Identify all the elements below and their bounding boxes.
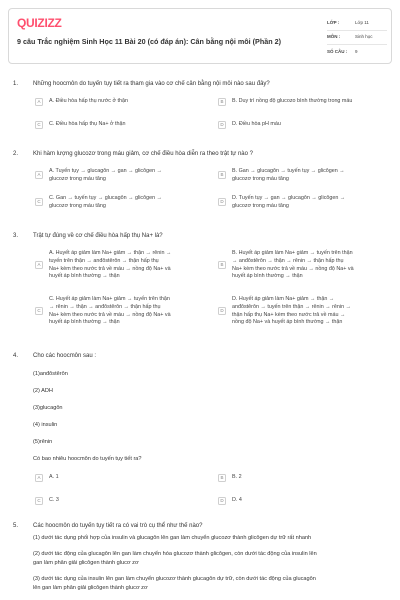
hormone-item: (2) ADH [33,388,53,394]
option-line: C. Huyết áp giảm làm Na+ giảm → tuyến trên thận [49,296,170,302]
option-letter-box: A [35,474,43,482]
meta-label: MÔN : [327,34,341,40]
option-a[interactable] [35,474,210,482]
option-line: glucozơ trong máu tăng [232,175,289,182]
hormone-item: (1)anđôstêrôn [33,371,68,377]
option-text: C. 3 [49,497,59,503]
option-line: nồng độ Na+ và huyết áp bình thường → thận [232,319,343,326]
option-letter-box: D [218,198,226,206]
option-text [49,250,171,281]
option-d[interactable] [218,497,388,505]
option-line: huyết áp bình thường → thận [49,273,120,280]
option-line: glucozơ trong máu tăng [232,202,289,209]
hormone-item: (3)glucagôn [33,405,63,411]
option-line: anđôstêrôn → tuyến trên thận → rênin → rênin → [232,303,351,310]
statement-2-line-2: gan làm phân giải glicôgen thành glucơ zơ [33,560,139,566]
quizizz-logo[interactable]: QUIZIZZ [17,16,62,30]
question-4 [0,352,400,512]
option-line: Na+ kèm theo nước trả về máu → nồng độ Na+ và [232,265,354,272]
option-letter-box: B [218,474,226,482]
option-a[interactable] [35,250,215,281]
option-line: D. Huyết áp giảm làm Na+ giảm → thận → [232,296,335,302]
worksheet-header [8,8,392,64]
option-line: D. Tuyến tụy → gan → glucagôn → glicôgen → [232,195,346,201]
option-text [232,250,354,281]
option-text [49,195,162,211]
meta-row-subject [327,31,387,45]
question-number: 3. [13,233,19,239]
option-text: A. Điều hòa hấp thụ nước ở thận [49,98,129,104]
question-text: Trật tự đúng về cơ chế điều hòa hấp thụ Na+ là? [33,233,163,239]
meta-row-class [327,17,387,31]
option-letter-box: C [35,121,43,129]
statement-2-line-1: (2) dưới tác động của glucagôn lên gan làm chuyển hóa glucozơ thành glicôgen, còn dưới tác động của insulin lên [33,551,317,557]
option-line: glucozơ trong máu tăng [49,175,106,182]
question-number: 2. [13,151,19,157]
option-b[interactable] [218,250,393,281]
option-b[interactable] [218,98,388,106]
option-letter-box: A [35,98,43,106]
option-text: D. Điều hòa pH máu [232,121,281,127]
option-line: huyết áp bình thường → thận [232,273,303,280]
question-number: 1. [13,81,19,87]
option-letter-box: C [35,497,43,505]
option-letter-box: A [35,171,43,179]
hormone-item: (4) insulin [33,422,58,428]
option-letter-box: D [218,307,226,315]
option-letter-box: B [218,98,226,106]
hormone-item: (5)rênin [33,439,53,445]
meta-value: Sinh học [355,34,373,40]
option-a[interactable] [35,168,210,184]
option-line: glucozơ trong máu tăng [49,202,106,209]
option-letter-box: C [35,307,43,315]
option-b[interactable] [218,474,388,482]
option-a[interactable] [35,98,210,106]
meta-label: SỐ CÂU : [327,48,348,54]
option-b[interactable] [218,168,388,184]
question-text: Những hoocmôn do tuyến tụy tiết ra tham gia vào cơ chế cân bằng nội môi nào sau đây? [33,81,270,87]
option-line: thận hấp thụ Na+ kèm theo nước trả về máu → [232,311,346,318]
option-letter-box: D [218,497,226,505]
option-line: → rênin → thận → anđôstêrôn → thận hấp thụ [49,303,161,310]
option-letter-box: B [218,261,226,269]
option-text [232,296,351,327]
question-5 [0,522,400,600]
option-letter-box: A [35,261,43,269]
option-d[interactable] [218,296,393,327]
statement-3-line-1: (3) dưới tác dụng của insulin lên gan làm chuyển glucozơ thành glucagôn dự trữ, còn dưới tác động của glucagôn [33,576,316,582]
option-text [49,296,171,327]
option-d[interactable] [218,121,388,129]
option-text [49,168,162,184]
question-text: Cho các hoocmôn sau : [33,353,97,359]
option-line: → anđôstêrôn → thận → rênin → thận hấp thụ [232,257,344,264]
option-text: C. Điều hòa hấp thụ Na+ ở thận [49,121,126,127]
question-number: 5. [13,523,19,529]
question-2 [0,150,400,220]
option-c[interactable] [35,195,210,211]
option-line: huyết áp bình thường → thận [49,319,120,326]
option-d[interactable] [218,195,388,211]
option-text [232,195,345,211]
option-letter-box: C [35,198,43,206]
statement-3-line-2: lên gan làm phân giải glicôgen thành glucơ zơ [33,585,148,591]
option-line: C. Gan → tuyến tụy → glucagôn → glicôgen → [49,195,162,201]
question-1 [0,80,400,140]
option-text: A. 1 [49,474,59,480]
question-3 [0,232,400,342]
meta-value: 9 [355,48,358,54]
option-text: B. 2 [232,474,242,480]
meta-value: Lớp 11 [355,20,369,26]
option-line: B. Huyết áp giảm làm Na+ giảm → tuyến trên thận [232,250,353,256]
option-letter-box: B [218,171,226,179]
meta-label: LỚP : [327,20,340,26]
statement-1: (1) dưới tác dụng phối hợp của insulin và glucagôn lên gan làm chuyển glucozơ thành glicôgen dự trữ rất nhanh [33,535,312,541]
option-letter-box: D [218,121,226,129]
option-text: D. 4 [232,497,242,503]
question-number: 4. [13,353,19,359]
option-text [232,168,345,184]
question-text: Các hoocmôn do tuyến tụy tiết ra có vai trò cụ thể như thế nào? [33,523,203,529]
option-c[interactable] [35,121,210,129]
option-line: Na+ kèm theo nước trả về máu → nồng độ Na+ và [49,311,171,318]
option-line: Na+ kèm theo nước trả về máu → nồng độ Na+ và [49,265,171,272]
question-text: Khi hàm lượng glucozơ trong máu giảm, cơ chế điều hòa diễn ra theo trật tự nào ? [33,151,253,157]
option-text: B. Duy trì nồng độ glucozo bình thường trong máu [232,98,353,104]
meta-table [327,17,387,59]
option-c[interactable] [35,497,210,505]
option-line: B. Gan → glucagôn → tuyến tụy → glicôgen → [232,168,345,174]
question-subtext: Có bao nhiêu hoocmôn do tuyến tụy tiết ra? [33,456,142,462]
option-line: A. Tuyến tụy → glucagôn → gan → glicôgen → [49,168,162,174]
option-line: A. Huyết áp giảm làm Na+ giảm → thận → rênin → [49,250,172,256]
worksheet-title: 9 câu Trắc nghiệm Sinh Học 11 Bài 20 (có đáp án): Cân bằng nội môi (Phần 2) [17,37,281,46]
meta-row-count [327,45,387,59]
option-c[interactable] [35,296,215,327]
option-line: tuyến trên thận → anđôstêrôn → thận hấp thụ [49,257,159,264]
